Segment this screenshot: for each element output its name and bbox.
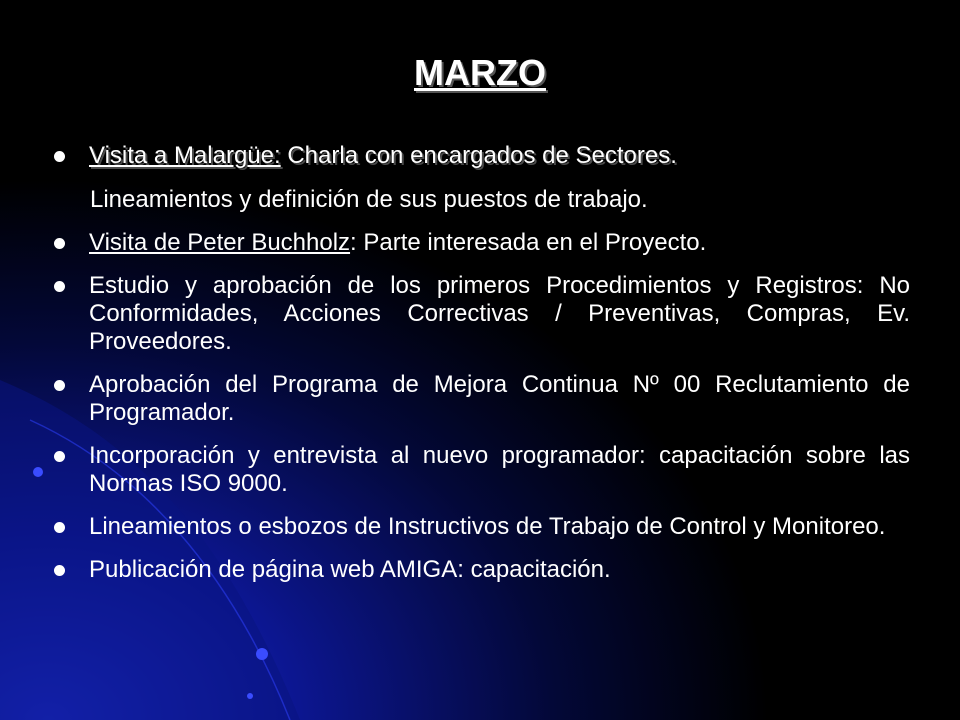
decor-dot <box>247 693 253 699</box>
list-item-rest: Charla con encargados de Sectores. <box>280 142 677 169</box>
slide-title: MARZO <box>414 52 546 93</box>
bullet-icon <box>54 380 65 391</box>
list-item <box>50 142 910 170</box>
bullet-icon <box>54 565 65 576</box>
list-item <box>50 513 910 541</box>
decor-dot <box>33 467 43 477</box>
bullet-icon <box>54 522 65 533</box>
list-item <box>50 371 910 427</box>
list-item <box>50 229 910 257</box>
list-item-text: Aprobación del Programa de Mejora Continua Nº 00 Reclutamiento de Programador. <box>89 371 910 426</box>
bullet-icon <box>54 451 65 462</box>
list-item-text <box>89 142 677 169</box>
bullet-icon <box>54 151 65 162</box>
list-item-text: Lineamientos o esbozos de Instructivos de Trabajo de Control y Monitoreo. <box>89 513 886 540</box>
bullet-icon <box>54 238 65 249</box>
list-item-text: Incorporación y entrevista al nuevo programador: capacitación sobre las Normas ISO 9000. <box>89 442 910 497</box>
list-item <box>50 272 910 356</box>
list-item <box>50 556 910 584</box>
list-item-continuation: Lineamientos y definición de sus puestos de trabajo. <box>90 186 648 213</box>
list-item-text: Publicación de página web AMIGA: capacitación. <box>89 556 611 583</box>
list-item <box>50 442 910 498</box>
list-item-lead: Visita de Peter Buchholz <box>89 229 351 256</box>
list-item-text <box>89 229 706 256</box>
decor-dot <box>256 648 268 660</box>
list-item-lead: Visita a Malargüe: <box>89 142 281 169</box>
list-item-rest: : Parte interesada en el Proyecto. <box>350 229 707 256</box>
bullet-icon <box>54 281 65 292</box>
list-item-text: Estudio y aprobación de los primeros Procedimientos y Registros: No Conformidades, Acciones Correctivas / Preventivas, Compras, Ev. Proveedores. <box>89 272 910 355</box>
